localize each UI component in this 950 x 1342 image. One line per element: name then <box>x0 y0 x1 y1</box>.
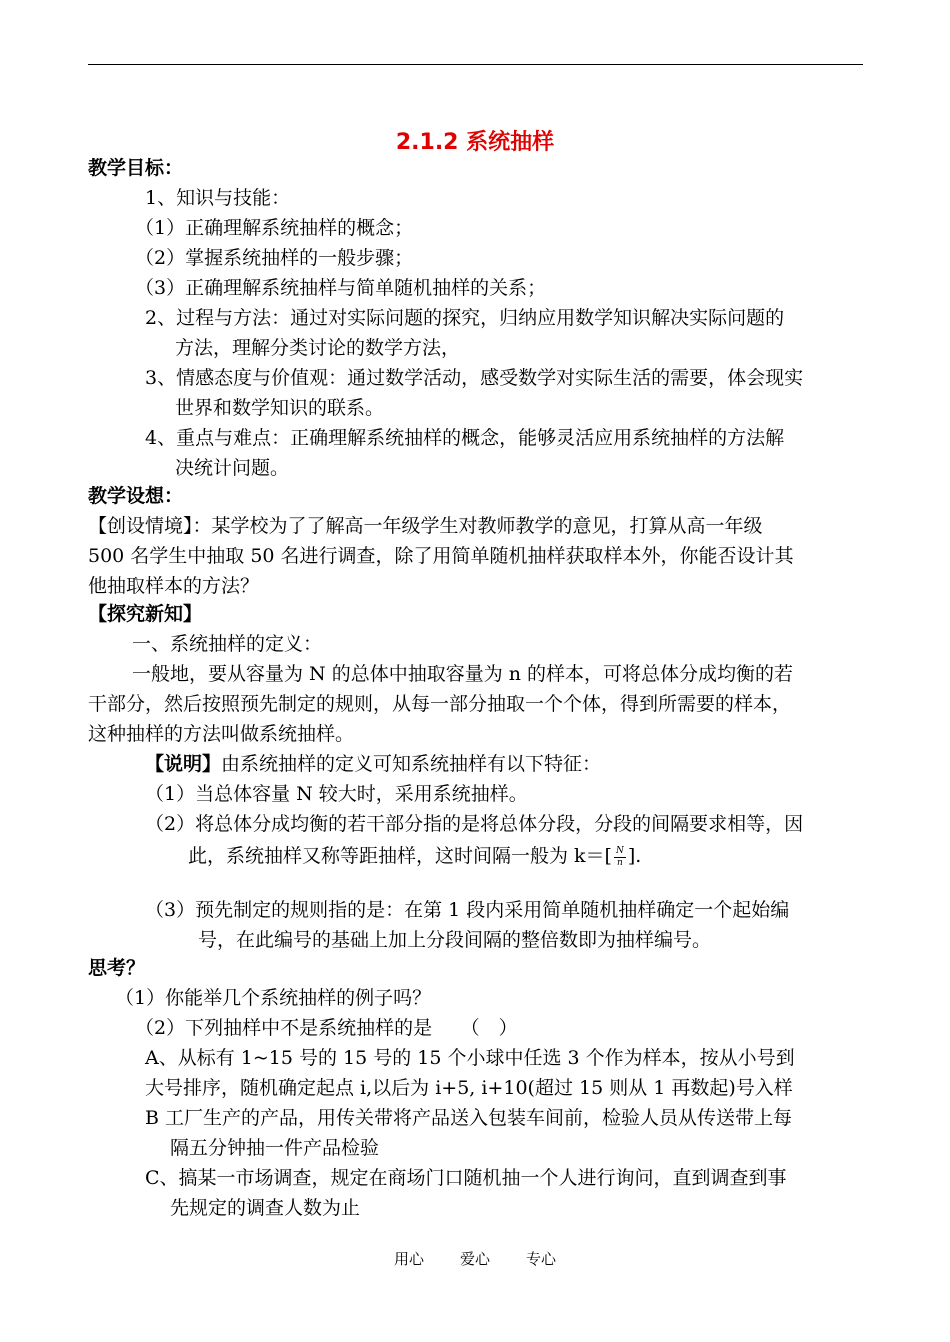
feature-line: （1）当总体容量 N 较大时，采用系统抽样。 <box>145 783 528 805</box>
scenario-line: 【创设情境】：某学校为了了解高一年级学生对教师教学的意见，打算从高一年级 <box>88 515 763 537</box>
goal-line: 决统计问题。 <box>175 457 290 479</box>
goal-line: 3、情感态度与价值观：通过数学活动，感受数学对实际生活的需要，体会现实 <box>145 367 804 389</box>
interval-fraction <box>614 846 626 869</box>
fraction-numerator: N <box>615 845 624 856</box>
goal-line: 4、重点与难点：正确理解系统抽样的概念，能够灵活应用系统抽样的方法解 <box>145 427 785 449</box>
feature-line: 号，在此编号的基础上加上分段间隔的整倍数即为抽样编号。 <box>198 929 712 951</box>
scenario-line: 500 名学生中抽取 50 名进行调查，除了用简单随机抽样获取样本外，你能否设计其 <box>88 545 794 567</box>
header-rule <box>88 64 863 65</box>
goals-heading: 教学目标： <box>88 157 184 179</box>
option-line: B 工厂生产的产品，用传关带将产品送入包装车间前，检验人员从传送带上每 <box>145 1107 793 1129</box>
think-heading: 思考？ <box>88 957 146 979</box>
option-line: C、搞某一市场调查，规定在商场门口随机抽一个人进行询问，直到调查到事 <box>145 1167 787 1189</box>
feature-line: （3）预先制定的规则指的是：在第 1 段内采用简单随机抽样确定一个起始编 <box>145 899 790 921</box>
scenario-line: 他抽取样本的方法？ <box>88 575 260 597</box>
page-title: 2.1.2 系统抽样 <box>395 130 555 155</box>
definition-line: 这种抽样的方法叫做系统抽样。 <box>88 723 355 745</box>
interval-suffix: ]. <box>627 845 642 867</box>
footer-item: 用心 <box>393 1250 424 1268</box>
goal-line: 方法，理解分类讨论的数学方法， <box>175 337 461 359</box>
goal-line: （2）掌握系统抽样的一般步骤； <box>135 247 414 269</box>
definition-line: 干部分，然后按照预先制定的规则，从每一部分抽取一个个体，得到所需要的样本， <box>88 693 792 715</box>
note-line <box>145 751 601 777</box>
option-line: 大号排序，随机确定起点 i,以后为 i+5, i+10(超过 15 则从 1 再数起)号入样 <box>145 1077 793 1099</box>
option-line: 先规定的调查人数为止 <box>170 1197 361 1219</box>
page-footer <box>0 1248 950 1269</box>
goal-line: （1）正确理解系统抽样的概念； <box>135 217 414 239</box>
goal-line: 世界和数学知识的联系。 <box>175 397 385 419</box>
feature-line <box>188 843 641 869</box>
goal-line: 2、过程与方法：通过对实际问题的探究，归纳应用数学知识解决实际问题的 <box>145 307 785 329</box>
explore-heading: 【探究新知】 <box>88 603 203 625</box>
interval-text: 此，系统抽样又称等距抽样，这时间隔一般为 k＝[ <box>188 845 612 867</box>
fraction-denominator: n <box>617 857 623 868</box>
goal-line: 1、知识与技能： <box>145 187 291 209</box>
footer-item: 专心 <box>526 1250 557 1268</box>
note-tag: 【说明】 <box>145 753 222 775</box>
goal-line: （3）正确理解系统抽样与简单随机抽样的关系； <box>135 277 547 299</box>
feature-line: （2）将总体分成均衡的若干部分指的是将总体分段，分段的间隔要求相等，因 <box>145 813 804 835</box>
note-text: 由系统抽样的定义可知系统抽样有以下特征： <box>221 753 602 775</box>
think-line: （2）下列抽样中不是系统抽样的是 （ ） <box>135 1017 518 1039</box>
idea-heading: 教学设想： <box>88 485 184 507</box>
definition-heading: 一、系统抽样的定义： <box>132 633 323 655</box>
think-line: （1）你能举几个系统抽样的例子吗？ <box>115 987 432 1009</box>
option-line: 隔五分钟抽一件产品检验 <box>170 1137 380 1159</box>
option-line: A、从标有 1~15 号的 15 号的 15 个小球中任选 3 个作为样本，按从小号到 <box>145 1047 795 1069</box>
footer-item: 爱心 <box>459 1250 490 1268</box>
definition-line: 一般地，要从容量为 N 的总体中抽取容量为 n 的样本，可将总体分成均衡的若 <box>132 663 794 685</box>
